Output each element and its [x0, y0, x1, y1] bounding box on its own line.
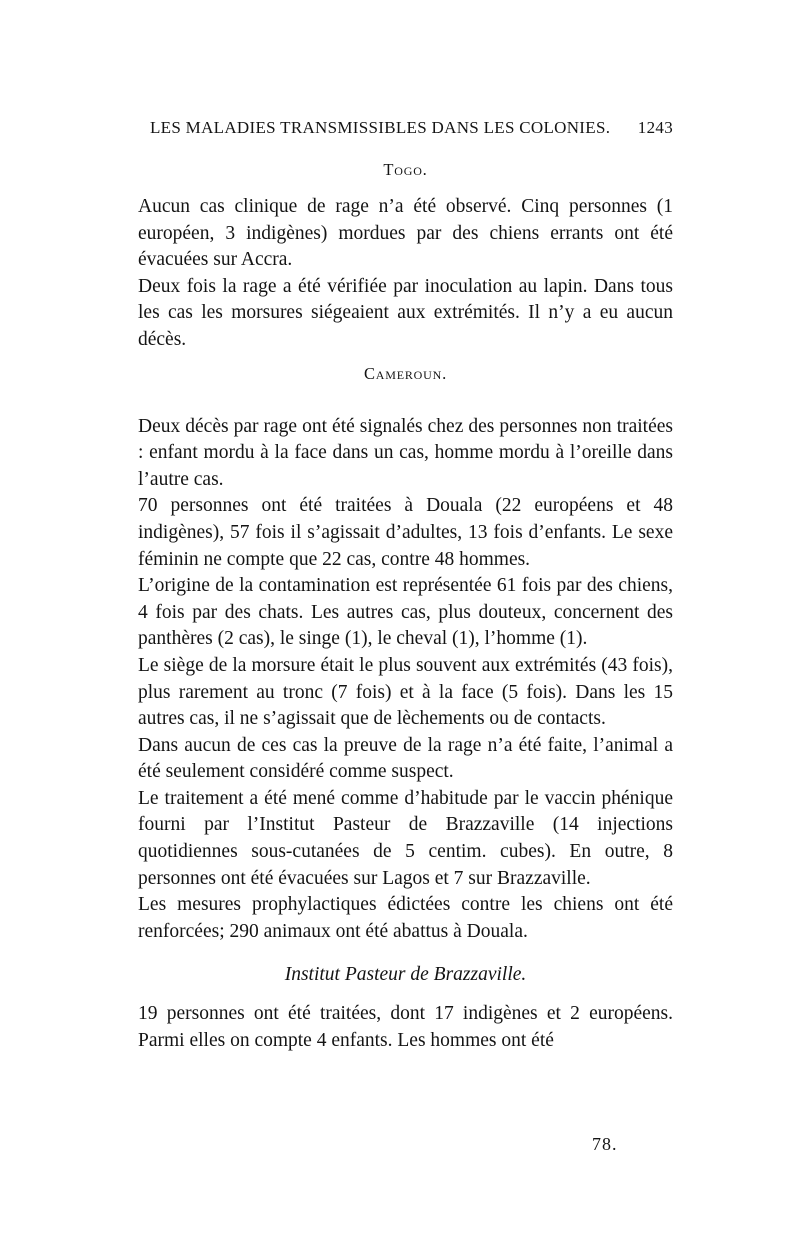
paragraph: 19 personnes ont été traitées, dont 17 indigènes et 2 européens. Parmi elles on compte 4 enfants. Les hommes ont été [138, 1003, 673, 1052]
signature-mark: 78. [592, 1134, 618, 1154]
running-title: LES MALADIES TRANSMISSIBLES DANS LES COLONIES. [150, 118, 611, 137]
section-title-cameroun: Cameroun. [364, 363, 447, 383]
paragraph: Les mesures prophylactiques édictées contre les chiens ont été renforcées; 290 animaux ont été abattus à Douala. [138, 894, 673, 942]
paragraph: Aucun cas clinique de rage n’a été observé. Cinq personnes (1 européen, 3 indigènes) mordues par des chiens errants ont été évacuées sur Accra. [138, 196, 673, 271]
paragraph: Deux fois la rage a été vérifiée par inoculation au lapin. Dans tous les cas les morsures siégeaient aux extrémités. Il n’y a eu aucun décès. [138, 275, 673, 350]
paragraph: Dans aucun de ces cas la preuve de la rage n’a été faite, l’animal a été seulement considéré comme suspect. [138, 734, 673, 783]
paragraph: Le siège de la morsure était le plus souvent aux extrémités (43 fois), plus rarement au tronc (7 fois) et à la face (5 fois). Dans les 15 autres cas, il ne s’agissait que de lèchements ou de contacts. [138, 654, 673, 730]
running-head [138, 112, 673, 144]
page-number: 1243 [637, 118, 673, 137]
paragraph: L’origine de la contamination est représentée 61 fois par des chiens, 4 fois par des chats. Les autres cas, plus douteux, concernent des panthères (2 cas), le singe (1), le cheval (1), l’homme (1). [138, 575, 673, 650]
paragraph: 70 personnes ont été traitées à Douala (22 européens et 48 indigènes), 57 fois il s’agissait d’adultes, 13 fois d’enfants. Le sexe féminin ne compte que 22 cas, contre 48 hommes. [138, 495, 673, 570]
page-body [138, 112, 673, 1055]
paragraph: Le traitement a été mené comme d’habitude par le vaccin phénique fourni par l’Institut Pasteur de Brazzaville (14 injections quotidiennes sous-cutanées de 5 centim. cubes). En outre, 8 personnes ont été évacuées sur Lagos et 7 sur Brazzaville. [138, 787, 673, 889]
section-title-togo: Togo. [383, 160, 428, 179]
paragraph: Deux décès par rage ont été signalés chez des personnes non traitées : enfant mordu à la face dans un cas, homme mordu à l’oreille dans l’autre cas. [138, 415, 673, 490]
section-title-institut: Institut Pasteur de Brazzaville. [284, 964, 527, 986]
